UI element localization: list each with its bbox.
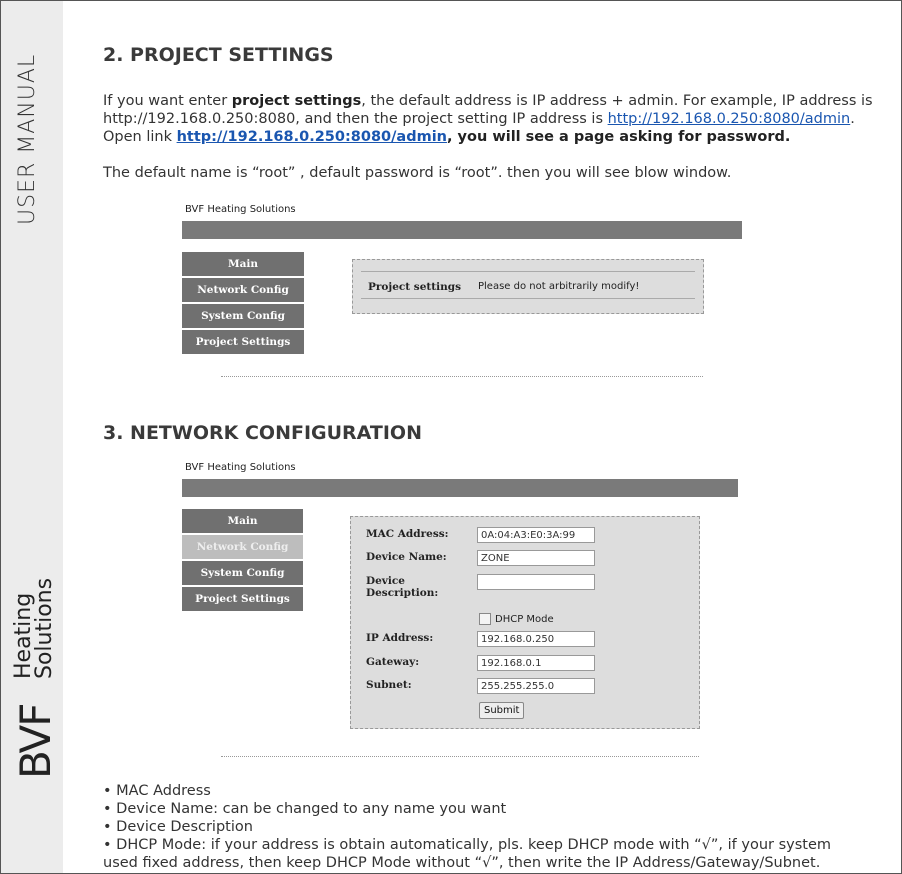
warning-text: Please do not arbitrarily modify! [478,281,640,292]
dhcp-mode-label: DHCP Mode [495,614,554,625]
section-heading-project-settings: 2. PROJECT SETTINGS [103,44,334,66]
logo-solutions-text: Solutions [32,577,57,679]
screenshot-footer-line [221,376,703,377]
screenshot-company-title: BVF Heating Solutions [185,204,296,215]
admin-url-link-bold[interactable]: http://192.168.0.250:8080/admin [176,129,447,145]
screenshot-header-bar [182,479,738,497]
divider [361,298,695,299]
bold-text: , you will see a page asking for password. [446,129,791,145]
menu-main[interactable]: Main [182,509,303,533]
menu-system-config[interactable]: System Config [182,561,303,585]
text-span: , the default address is IP address + admin. For example, IP address is [361,93,873,109]
device-description-field[interactable] [477,574,595,590]
menu-project-settings[interactable]: Project Settings [182,587,303,611]
project-settings-panel [352,259,704,314]
logo-heating-text: Heating [11,592,36,679]
device-description-label-line1: Device [366,575,405,587]
screenshot-company-title: BVF Heating Solutions [185,462,296,473]
ip-address-field[interactable]: 192.168.0.250 [477,631,595,647]
ip-address-label: IP Address: [366,632,434,644]
subnet-label: Subnet: [366,679,412,691]
menu-network-config[interactable]: Network Config [182,278,304,302]
device-name-label: Device Name: [366,551,447,563]
bold-text: project settings [231,93,362,109]
screenshot-header-bar [182,221,742,239]
network-config-panel [350,516,700,729]
menu-network-config-active[interactable]: Network Config [182,535,303,559]
user-manual-label: USER MANUAL [15,53,40,225]
submit-button[interactable]: Submit [479,702,524,719]
device-description-label-line2: Description: [366,587,439,599]
bullet-device-name: • Device Name: can be changed to any name you want [103,801,507,817]
section-heading-network-config: 3. NETWORK CONFIGURATION [103,422,422,444]
subnet-field[interactable]: 255.255.255.0 [477,678,595,694]
device-name-field[interactable]: ZONE [477,550,595,566]
text-span: http://192.168.0.250:8080, and then the project setting IP address is [103,111,608,127]
mac-address-field[interactable]: 0A:04:A3:E0:3A:99 [477,527,595,543]
mac-address-label: MAC Address: [366,528,449,540]
text-span: Open link [103,129,177,145]
paragraph-line [103,110,855,128]
menu-main[interactable]: Main [182,252,304,276]
project-settings-label: Project settings [368,281,461,293]
logo-bvf-text: BVF [11,704,60,779]
paragraph-line [103,128,790,146]
gateway-field[interactable]: 192.168.0.1 [477,655,595,671]
text-span: . [850,111,855,127]
text-span: If you want enter [103,93,232,109]
menu-project-settings[interactable]: Project Settings [182,330,304,354]
divider [361,271,695,272]
bullet-mac-address: • MAC Address [103,783,211,799]
gateway-label: Gateway: [366,656,420,668]
screenshot-footer-line [221,756,699,757]
menu-system-config[interactable]: System Config [182,304,304,328]
bullet-dhcp-mode: • DHCP Mode: if your address is obtain automatically, pls. keep DHCP mode with “√”, if your system [103,837,832,853]
bullet-device-description: • Device Description [103,819,253,835]
dhcp-mode-checkbox[interactable] [479,613,491,625]
bullet-dhcp-mode-continued: used fixed address, then keep DHCP Mode without “√”, then write the IP Address/Gateway/Subnet. [103,855,821,871]
admin-url-link[interactable]: http://192.168.0.250:8080/admin [607,111,851,127]
paragraph-line [103,92,873,110]
paragraph-line: The default name is “root” , default password is “root”. then you will see blow window. [103,165,732,181]
sidebar [1,1,63,873]
